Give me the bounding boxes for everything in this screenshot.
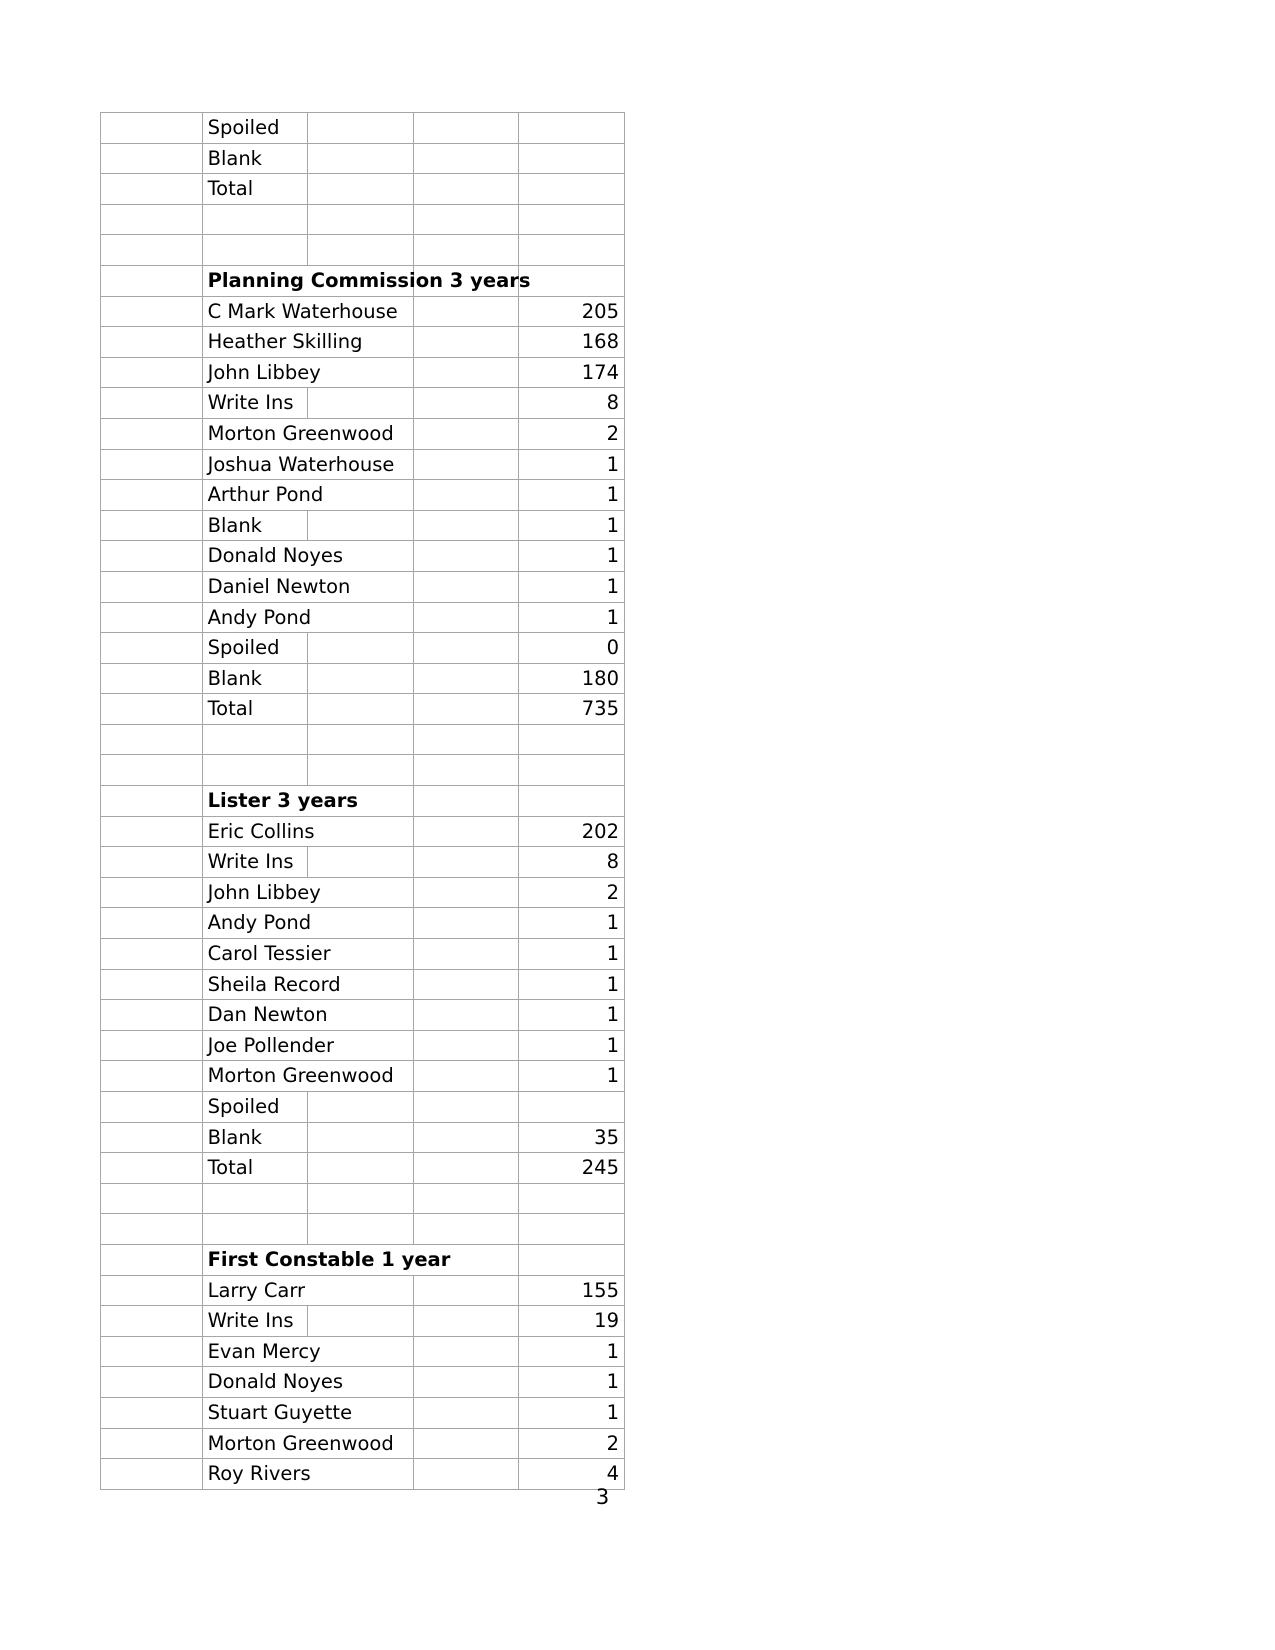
row-gutter-cell (101, 510, 203, 541)
row-gutter-cell (101, 908, 203, 939)
row-gutter-cell (101, 786, 203, 817)
table-row (101, 480, 625, 511)
candidate-label-cell: Andy Pond (202, 908, 413, 939)
filler-cell (413, 724, 519, 755)
candidate-label-cell: Spoiled (202, 633, 308, 664)
vote-count-cell: 35 (519, 1122, 625, 1153)
table-row (101, 1428, 625, 1459)
filler-cell (308, 1122, 414, 1153)
table-row (101, 418, 625, 449)
row-gutter-cell (101, 1000, 203, 1031)
filler-cell (308, 204, 414, 235)
row-gutter-cell (101, 113, 203, 144)
row-gutter-cell (101, 1183, 203, 1214)
row-gutter-cell (101, 969, 203, 1000)
candidate-label-cell: Morton Greenwood (202, 1061, 413, 1092)
table-row (101, 724, 625, 755)
vote-count-cell: 8 (519, 847, 625, 878)
candidate-label-cell: Andy Pond (202, 602, 413, 633)
table-row (101, 969, 625, 1000)
vote-count-cell: 8 (519, 388, 625, 419)
vote-count-cell (519, 204, 625, 235)
candidate-label-cell: Evan Mercy (202, 1336, 413, 1367)
candidate-label-cell: Spoiled (202, 1092, 308, 1123)
table-row (101, 204, 625, 235)
row-gutter-cell (101, 724, 203, 755)
filler-cell (413, 633, 519, 664)
candidate-label-cell: Total (202, 174, 308, 205)
spacer-cell (202, 1214, 308, 1245)
table-row (101, 1183, 625, 1214)
table-row (101, 633, 625, 664)
table-row (101, 1122, 625, 1153)
table-row (101, 265, 625, 296)
row-gutter-cell (101, 663, 203, 694)
filler-cell (413, 908, 519, 939)
candidate-label-cell: Total (202, 694, 308, 725)
vote-count-cell: 1 (519, 908, 625, 939)
row-gutter-cell (101, 694, 203, 725)
vote-count-cell (519, 1244, 625, 1275)
filler-cell (308, 724, 414, 755)
row-gutter-cell (101, 480, 203, 511)
vote-count-cell: 4 (519, 1459, 625, 1490)
filler-cell (413, 1428, 519, 1459)
row-gutter-cell (101, 1397, 203, 1428)
table-row (101, 1244, 625, 1275)
row-gutter-cell (101, 1275, 203, 1306)
table-row (101, 1336, 625, 1367)
candidate-label-cell: Morton Greenwood (202, 418, 413, 449)
row-gutter-cell (101, 204, 203, 235)
vote-count-cell: 1 (519, 1061, 625, 1092)
table-row (101, 357, 625, 388)
row-gutter-cell (101, 1122, 203, 1153)
vote-count-cell: 19 (519, 1306, 625, 1337)
filler-cell (413, 327, 519, 358)
candidate-label-cell: Arthur Pond (202, 480, 413, 511)
filler-cell (413, 1000, 519, 1031)
vote-count-cell: 1 (519, 602, 625, 633)
table-row (101, 1000, 625, 1031)
vote-count-cell: 245 (519, 1153, 625, 1184)
vote-count-cell (519, 724, 625, 755)
table-row (101, 816, 625, 847)
row-gutter-cell (101, 602, 203, 633)
table-row (101, 1030, 625, 1061)
filler-cell (413, 357, 519, 388)
table-row (101, 1306, 625, 1337)
spacer-cell (202, 235, 308, 266)
section-header-cell: First Constable 1 year (202, 1244, 519, 1275)
vote-count-cell (519, 1214, 625, 1245)
vote-count-cell: 1 (519, 571, 625, 602)
filler-cell (413, 1306, 519, 1337)
filler-cell (413, 1122, 519, 1153)
filler-cell (413, 877, 519, 908)
filler-cell (413, 235, 519, 266)
vote-count-cell: 1 (519, 1397, 625, 1428)
vote-count-cell: 1 (519, 1000, 625, 1031)
filler-cell (308, 235, 414, 266)
table-row (101, 296, 625, 327)
candidate-label-cell: Write Ins (202, 1306, 308, 1337)
filler-cell (413, 541, 519, 572)
filler-cell (413, 816, 519, 847)
vote-count-cell: 2 (519, 1428, 625, 1459)
filler-cell (413, 204, 519, 235)
vote-count-cell: 2 (519, 877, 625, 908)
filler-cell (413, 1061, 519, 1092)
filler-cell (308, 1183, 414, 1214)
filler-cell (308, 847, 414, 878)
vote-count-cell (519, 786, 625, 817)
filler-cell (413, 296, 519, 327)
filler-cell (308, 113, 414, 144)
vote-count-cell: 180 (519, 663, 625, 694)
row-gutter-cell (101, 847, 203, 878)
filler-cell (413, 1092, 519, 1123)
row-gutter-cell (101, 1030, 203, 1061)
row-gutter-cell (101, 327, 203, 358)
candidate-label-cell: Blank (202, 510, 308, 541)
filler-cell (413, 1397, 519, 1428)
table-row (101, 694, 625, 725)
filler-cell (413, 1030, 519, 1061)
candidate-label-cell: Carol Tessier (202, 939, 413, 970)
table-row (101, 877, 625, 908)
row-gutter-cell (101, 571, 203, 602)
filler-cell (308, 388, 414, 419)
row-gutter-cell (101, 1061, 203, 1092)
table-row (101, 1397, 625, 1428)
candidate-label-cell: Blank (202, 1122, 308, 1153)
filler-cell (413, 174, 519, 205)
vote-count-cell: 1 (519, 541, 625, 572)
vote-count-cell: 1 (519, 1030, 625, 1061)
filler-cell (413, 755, 519, 786)
filler-cell (413, 602, 519, 633)
row-gutter-cell (101, 541, 203, 572)
row-gutter-cell (101, 1306, 203, 1337)
candidate-label-cell: Blank (202, 143, 308, 174)
filler-cell (308, 663, 414, 694)
row-gutter-cell (101, 1092, 203, 1123)
filler-cell (413, 969, 519, 1000)
filler-cell (413, 449, 519, 480)
vote-count-cell: 1 (519, 480, 625, 511)
row-gutter-cell (101, 449, 203, 480)
table-row (101, 939, 625, 970)
candidate-label-cell: Stuart Guyette (202, 1397, 413, 1428)
vote-count-cell: 155 (519, 1275, 625, 1306)
candidate-label-cell: Donald Noyes (202, 541, 413, 572)
row-gutter-cell (101, 1153, 203, 1184)
vote-count-cell: 735 (519, 694, 625, 725)
filler-cell (413, 663, 519, 694)
table-row (101, 143, 625, 174)
table-row (101, 571, 625, 602)
candidate-label-cell: Roy Rivers (202, 1459, 413, 1490)
vote-count-cell: 2 (519, 418, 625, 449)
filler-cell (308, 1153, 414, 1184)
row-gutter-cell (101, 296, 203, 327)
candidate-label-cell: Donald Noyes (202, 1367, 413, 1398)
row-gutter-cell (101, 1244, 203, 1275)
row-gutter-cell (101, 939, 203, 970)
table-row (101, 113, 625, 144)
candidate-label-cell: Daniel Newton (202, 571, 413, 602)
spacer-cell (202, 755, 308, 786)
vote-count-cell: 1 (519, 510, 625, 541)
filler-cell (413, 786, 519, 817)
section-header-cell: Planning Commission 3 years (202, 265, 413, 296)
row-gutter-cell (101, 1367, 203, 1398)
vote-count-cell: 0 (519, 633, 625, 664)
spacer-cell (202, 724, 308, 755)
filler-cell (308, 143, 414, 174)
filler-cell (308, 694, 414, 725)
filler-cell (413, 1214, 519, 1245)
filler-cell (413, 480, 519, 511)
table-row (101, 541, 625, 572)
section-header-cell: Lister 3 years (202, 786, 413, 817)
row-gutter-cell (101, 877, 203, 908)
filler-cell (413, 694, 519, 725)
row-gutter-cell (101, 418, 203, 449)
candidate-label-cell: Eric Collins (202, 816, 413, 847)
table-row (101, 235, 625, 266)
table-row (101, 602, 625, 633)
candidate-label-cell: C Mark Waterhouse (202, 296, 413, 327)
vote-count-cell: 174 (519, 357, 625, 388)
filler-cell (413, 939, 519, 970)
table-row (101, 1214, 625, 1245)
row-gutter-cell (101, 633, 203, 664)
candidate-label-cell: Sheila Record (202, 969, 413, 1000)
vote-count-cell (519, 1092, 625, 1123)
vote-count-cell (519, 143, 625, 174)
candidate-label-cell: Heather Skilling (202, 327, 413, 358)
filler-cell (413, 847, 519, 878)
vote-count-cell: 1 (519, 1336, 625, 1367)
row-gutter-cell (101, 235, 203, 266)
spacer-cell (202, 1183, 308, 1214)
table-row (101, 510, 625, 541)
table-row (101, 327, 625, 358)
row-gutter-cell (101, 357, 203, 388)
vote-count-cell: 202 (519, 816, 625, 847)
filler-cell (413, 510, 519, 541)
filler-cell (308, 1092, 414, 1123)
row-gutter-cell (101, 816, 203, 847)
candidate-label-cell: Joe Pollender (202, 1030, 413, 1061)
vote-count-cell: 168 (519, 327, 625, 358)
filler-cell (308, 510, 414, 541)
table-row (101, 388, 625, 419)
candidate-label-cell: Joshua Waterhouse (202, 449, 413, 480)
table-row (101, 1153, 625, 1184)
filler-cell (413, 571, 519, 602)
row-gutter-cell (101, 1336, 203, 1367)
table-row (101, 174, 625, 205)
candidate-label-cell: Total (202, 1153, 308, 1184)
table-row (101, 449, 625, 480)
election-results-table (100, 112, 625, 1490)
filler-cell (413, 1183, 519, 1214)
vote-count-cell: 1 (519, 449, 625, 480)
election-results-body (101, 113, 625, 1490)
table-row (101, 1275, 625, 1306)
candidate-label-cell: John Libbey (202, 357, 413, 388)
candidate-label-cell: Write Ins (202, 388, 308, 419)
filler-cell (308, 1306, 414, 1337)
filler-cell (413, 1367, 519, 1398)
row-gutter-cell (101, 1428, 203, 1459)
table-row (101, 1061, 625, 1092)
vote-count-cell: 1 (519, 969, 625, 1000)
vote-count-cell: 205 (519, 296, 625, 327)
candidate-label-cell: John Libbey (202, 877, 413, 908)
row-gutter-cell (101, 1214, 203, 1245)
filler-cell (413, 1336, 519, 1367)
vote-count-cell (519, 265, 625, 296)
row-gutter-cell (101, 265, 203, 296)
table-row (101, 663, 625, 694)
row-gutter-cell (101, 143, 203, 174)
candidate-label-cell: Dan Newton (202, 1000, 413, 1031)
vote-count-cell (519, 113, 625, 144)
filler-cell (308, 174, 414, 205)
row-gutter-cell (101, 388, 203, 419)
page-number: 3 (595, 1485, 610, 1509)
filler-cell (413, 113, 519, 144)
vote-count-cell: 1 (519, 939, 625, 970)
vote-count-cell: 1 (519, 1367, 625, 1398)
table-row (101, 908, 625, 939)
table-row (101, 755, 625, 786)
candidate-label-cell: Spoiled (202, 113, 308, 144)
table-row (101, 1367, 625, 1398)
candidate-label-cell: Blank (202, 663, 308, 694)
filler-cell (413, 1275, 519, 1306)
table-row (101, 786, 625, 817)
candidate-label-cell: Larry Carr (202, 1275, 413, 1306)
filler-cell (413, 418, 519, 449)
vote-count-cell (519, 1183, 625, 1214)
filler-cell (413, 143, 519, 174)
vote-count-cell (519, 235, 625, 266)
filler-cell (413, 388, 519, 419)
filler-cell (413, 1153, 519, 1184)
candidate-label-cell: Write Ins (202, 847, 308, 878)
spacer-cell (202, 204, 308, 235)
vote-count-cell (519, 174, 625, 205)
table-row (101, 1092, 625, 1123)
filler-cell (308, 1214, 414, 1245)
candidate-label-cell: Morton Greenwood (202, 1428, 413, 1459)
filler-cell (308, 755, 414, 786)
row-gutter-cell (101, 174, 203, 205)
vote-count-cell (519, 755, 625, 786)
filler-cell (308, 633, 414, 664)
table-row (101, 847, 625, 878)
row-gutter-cell (101, 755, 203, 786)
